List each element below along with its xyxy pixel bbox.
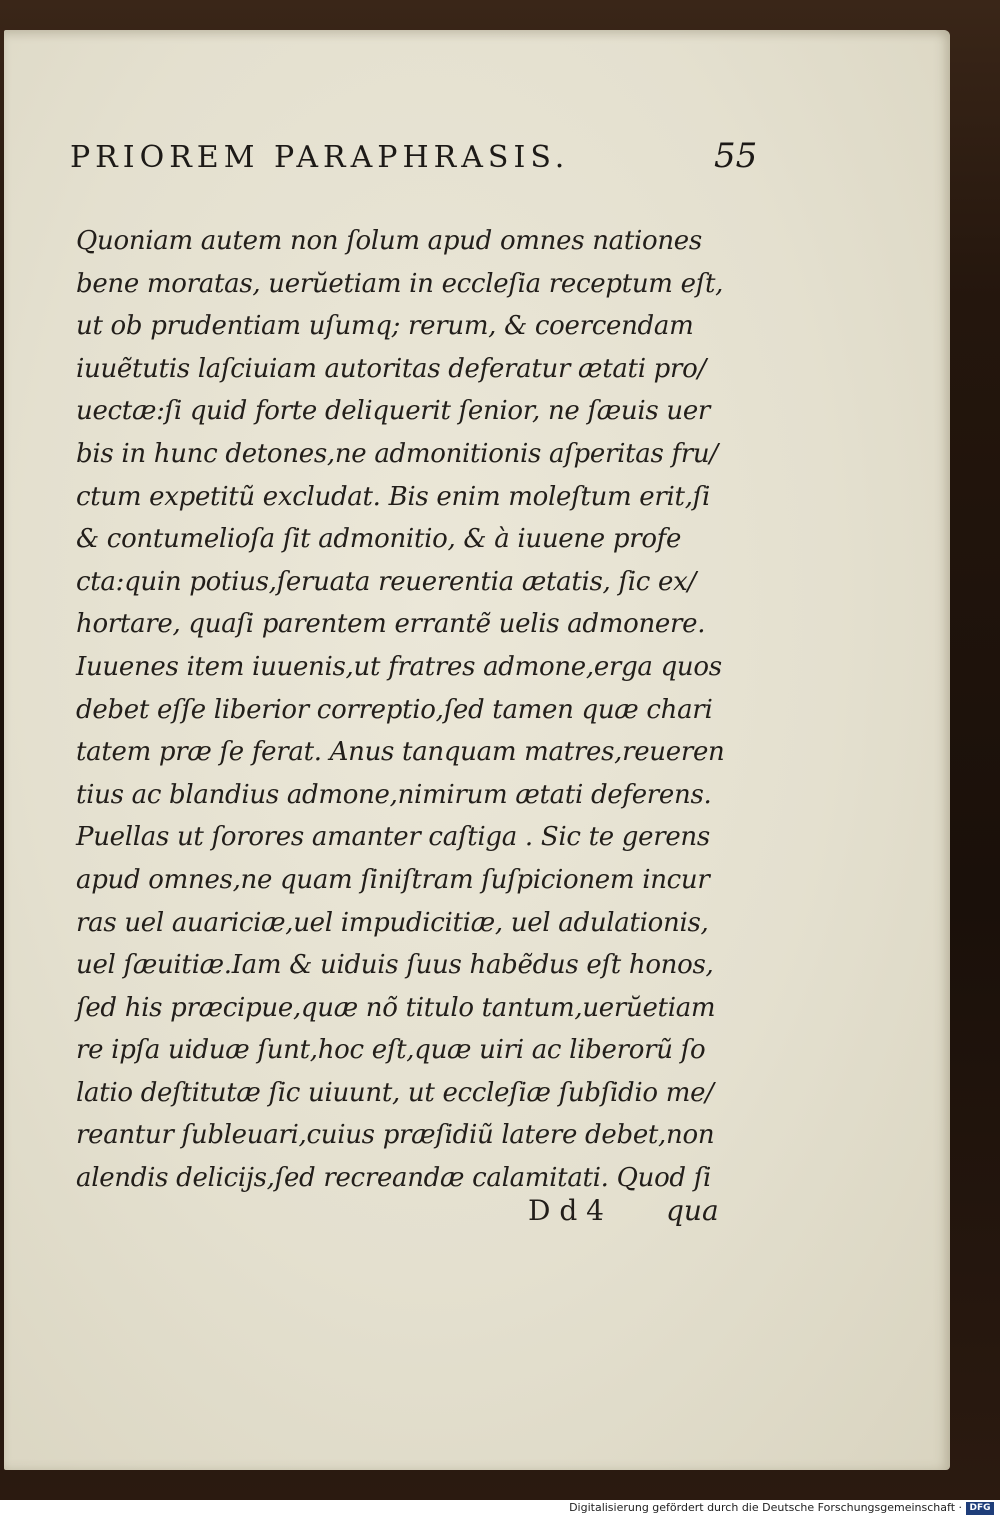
text-line: Quoniam autem non ſolum apud omnes nationes [76,226,702,256]
text-line: ut ob prudentiam uſumq; rerum, & coercendam [76,311,694,342]
text-line: apud omnes,ne quam ſiniſtram ſuſpicionem incur [76,864,710,895]
text-line: bis in hunc detones,ne admonitionis aſperitas fru/ [76,438,718,469]
text-line: cta:quin potius,ſeruata reuerentia ætatis, ſic ex/ [76,566,696,597]
text-line: hortare, quaſi parentem errantẽ uelis admonere. [76,609,706,640]
text-line: reantur ſubleuari,cuius præſidiũ latere debet,non [76,1120,715,1151]
text-line: Puellas ut ſorores amanter caſtiga . Sic te gerens [76,822,710,853]
signature-mark: D d 4 [528,1194,604,1227]
text-line: uectæ:ſi quid forte deliquerit ſenior, ne ſæuis uer [76,396,711,427]
text-line: ctum expetitũ excludat. Bis enim moleſtum erit,ſi [76,481,710,512]
text-line: tatem præ ſe ferat. Anus tanquam matres,reueren [76,737,725,768]
text-line: Iuuenes item iuuenis,ut fratres admone,erga quos [76,651,722,682]
dfg-logo-icon: DFG [966,1502,994,1515]
page-footer-marks [76,1194,726,1234]
text-line: re ipſa uiduæ ſunt,hoc eſt,quæ uiri ac liberorũ ſo [76,1035,706,1066]
text-line: uel ſæuitiæ.Iam & uiduis ſuus habẽdus eſt honos, [76,950,714,981]
text-line: & contumelioſa ſit admonitio, & à iuuene profe [76,524,682,555]
text-line: iuuẽtutis laſciuiam autoritas deferatur ætati pro/ [76,353,706,384]
text-line: bene moratas, uerŭetiam in eccleſia receptum eſt, [76,268,724,299]
text-line: tius ac blandius admone,nimirum ætati deferens. [76,779,712,810]
running-head: PRIOREM PARAPHRASIS. [70,140,570,175]
text-line: ras uel auariciæ,uel impudicitiæ, uel adulationis, [76,907,709,938]
text-block [76,220,726,1200]
catchword: qua [666,1194,719,1227]
funding-credit: Digitalisierung gefördert durch die Deutsche Forschungsgemeinschaft · [569,1501,962,1514]
page-number: 55 [714,136,758,176]
text-line: debet eſſe liberior correptio,ſed tamen quæ chari [76,694,713,725]
page-header [70,136,770,190]
text-line: alendis delicijs,ſed recreandæ calamitati. Quod ſi [76,1163,712,1194]
credit-bar [0,1500,1000,1518]
text-line: latio deſtitutæ ſic uiuunt, ut eccleſiæ ſubſidio me/ [76,1077,714,1108]
book-page [4,30,950,1470]
text-line: ſed his præcipue,quæ nõ titulo tantum,uerŭetiam [76,992,716,1023]
